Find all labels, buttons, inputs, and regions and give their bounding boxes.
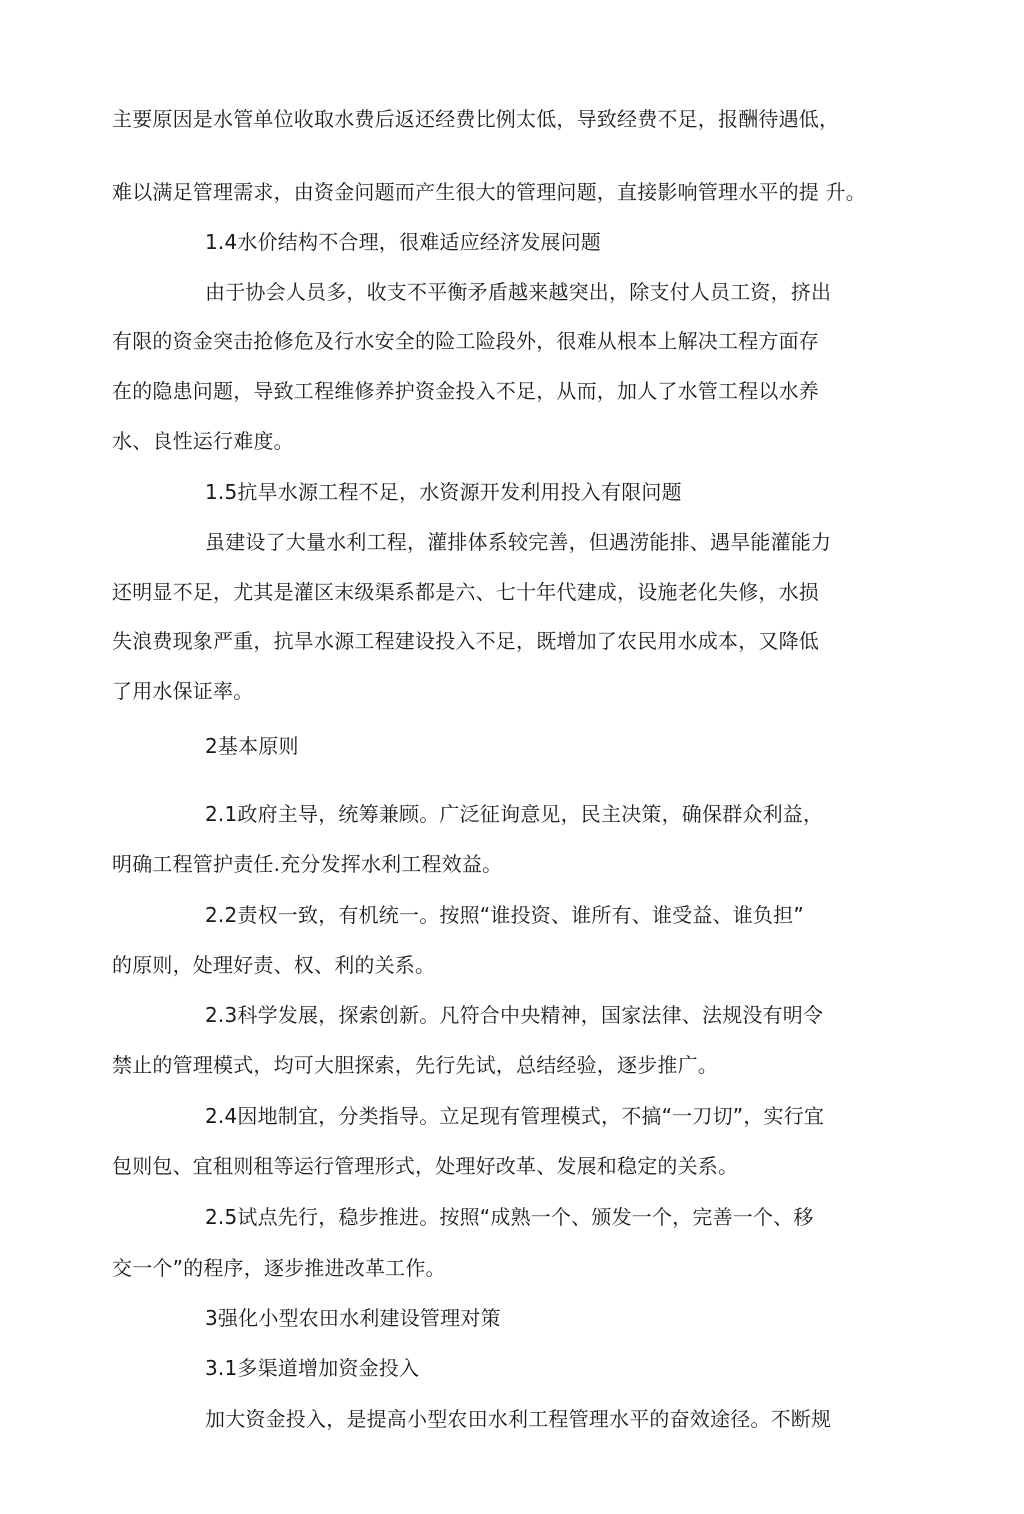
body-text-line: 禁止的管理模式，均可大胆探索，先行先试，总结经验，逐步推广。 (112, 1053, 718, 1077)
body-text-line: 由于协会人员多，收支不平衡矛盾越来越突出，除支付人员工资，挤出 (205, 280, 832, 304)
body-text-line: 2.4因地制宜，分类指导。立足现有管理模式，不搞“一刀切”，实行宜 (205, 1104, 825, 1128)
body-text-line: 2.3科学发展，探索创新。凡符合中央精神，国家法律、法规没有明令 (205, 1003, 824, 1027)
body-text-line: 水、良性运行难度。 (112, 429, 294, 453)
section-heading: 3.1多渠道增加资金投入 (205, 1356, 420, 1380)
body-text-line: 难以满足管理需求，由资金问题而产生很大的管理问题，直接影响管理水平的提 升。 (112, 180, 866, 204)
body-text-line: 明确工程管护责任.充分发挥水利工程效益。 (112, 852, 503, 876)
body-text-line: 了用水保证率。 (112, 679, 254, 703)
body-text-line: 交一个”的程序，逐步推进改革工作。 (112, 1256, 446, 1280)
body-text-line: 还明显不足，尤其是灌区末级渠系都是六、七十年代建成，设施老化失修，水损 (112, 580, 819, 604)
body-text-line: 的原则，处理好责、权、利的关系。 (112, 953, 436, 977)
body-text-line: 包则包、宜租则租等运行管理形式，处理好改革、发展和稳定的关系。 (112, 1154, 739, 1178)
body-text-line: 在的隐患问题，导致工程维修养护资金投入不足，从而，加人了水管工程以水养 (112, 379, 819, 403)
body-text-line: 主要原因是水管单位收取水费后返还经费比例太低，导致经费不足，报酬待遇低， (112, 107, 840, 131)
body-text-line: 虽建设了大量水利工程，灌排体系较完善，但遇涝能排、遇旱能灌能力 (205, 530, 832, 554)
body-text-line: 有限的资金突击抢修危及行水安全的险工险段外，很难从根本上解决工程方面存 (112, 329, 819, 353)
body-text-line: 失浪费现象严重，抗旱水源工程建设投入不足，既增加了农民用水成本，又降低 (112, 629, 819, 653)
body-text-line: 加大资金投入，是提高小型农田水利工程管理水平的奋效途径。不断规 (205, 1407, 832, 1431)
section-heading: 1.4水价结构不合理，很难适应经济发展问题 (205, 230, 602, 254)
body-text-line: 2.1政府主导，统筹兼顾。广泛征询意见，民主决策，确保群众利益， (205, 802, 824, 826)
body-text-line: 2.5试点先行，稳步推进。按照“成熟一个、颁发一个，完善一个、移 (205, 1205, 814, 1229)
section-heading: 3强化小型农田水利建设管理对策 (205, 1306, 501, 1330)
section-heading: 1.5抗旱水源工程不足，水资源开发利用投入有限问题 (205, 480, 682, 504)
body-text-line: 2.2责权一致，有机统一。按照“谁投资、谁所有、谁受益、谁负担” (205, 903, 804, 927)
section-heading: 2基本原则 (205, 734, 299, 758)
